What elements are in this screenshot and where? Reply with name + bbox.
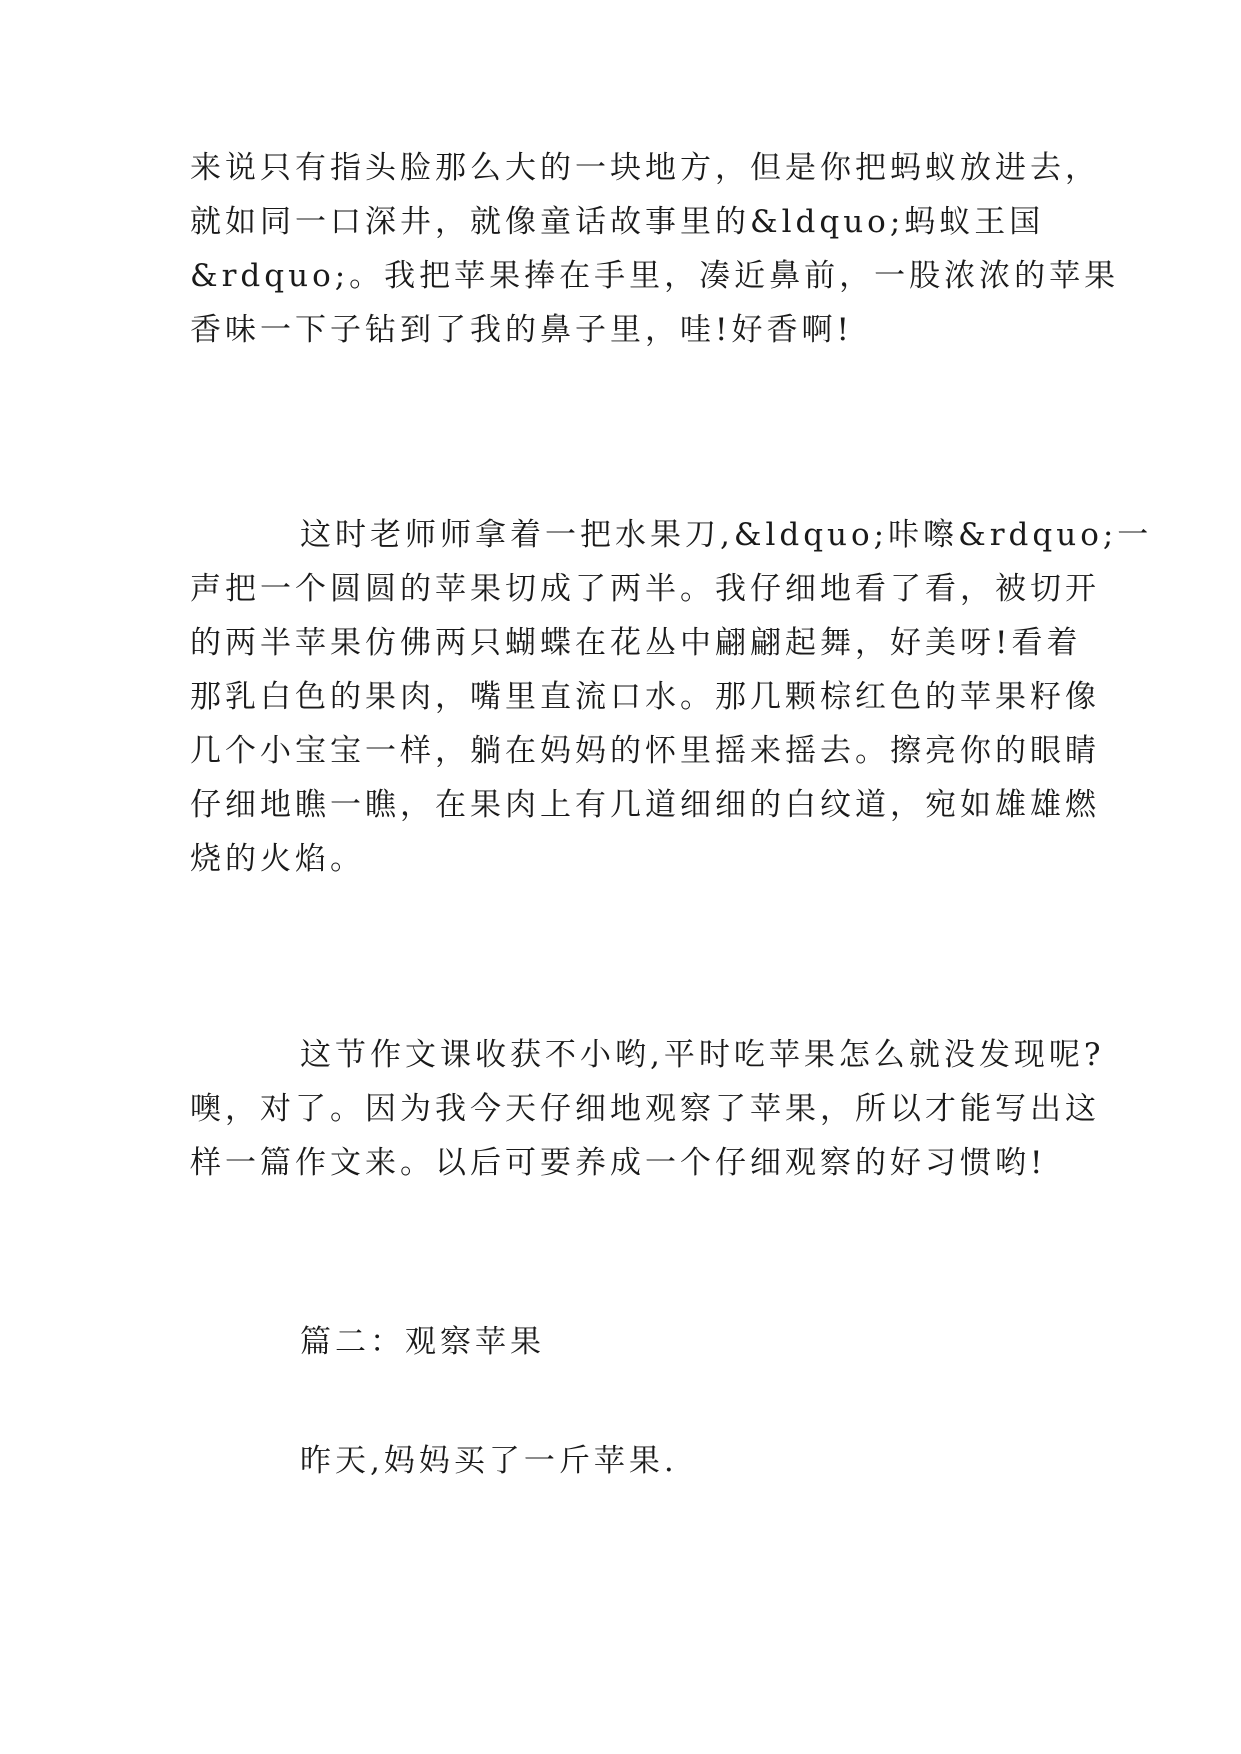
paragraph-line: 香味一下子钻到了我的鼻子里，哇!好香啊! xyxy=(190,312,853,348)
paragraph-line: 烧的火焰。 xyxy=(190,841,365,877)
paragraph-line: 噢，对了。因为我今天仔细地观察了苹果，所以才能写出这 xyxy=(190,1091,1100,1127)
paragraph-line: 仔细地瞧一瞧，在果肉上有几道细细的白纹道，宛如雄雄燃 xyxy=(190,787,1100,823)
paragraph-line: 这节作文课收获不小哟,平时吃苹果怎么就没发现呢? xyxy=(300,1037,1105,1073)
paragraph-line: 声把一个圆圆的苹果切成了两半。我仔细地看了看，被切开 xyxy=(190,571,1100,607)
paragraph-line: 就如同一口深井，就像童话故事里的&ldquo;蚂蚁王国 xyxy=(190,204,1045,240)
paragraph-line: 几个小宝宝一样，躺在妈妈的怀里摇来摇去。擦亮你的眼睛 xyxy=(190,733,1100,769)
paragraph-line: 那乳白色的果肉，嘴里直流口水。那几颗棕红色的苹果籽像 xyxy=(190,679,1100,715)
paragraph-line: &rdquo;。我把苹果捧在手里，凑近鼻前，一股浓浓的苹果 xyxy=(190,258,1120,294)
paragraph-line: 样一篇作文来。以后可要养成一个仔细观察的好习惯哟! xyxy=(190,1145,1047,1181)
section-heading: 篇二：观察苹果 xyxy=(300,1324,545,1360)
paragraph-line: 的两半苹果仿佛两只蝴蝶在花丛中翩翩起舞，好美呀!看着 xyxy=(190,625,1082,661)
paragraph-line: 来说只有指头脸那么大的一块地方，但是你把蚂蚁放进去， xyxy=(190,150,1100,186)
paragraph-line: 这时老师师拿着一把水果刀,&ldquo;咔嚓&rdquo;一 xyxy=(300,517,1153,553)
paragraph-line: 昨天,妈妈买了一斤苹果. xyxy=(300,1443,678,1479)
